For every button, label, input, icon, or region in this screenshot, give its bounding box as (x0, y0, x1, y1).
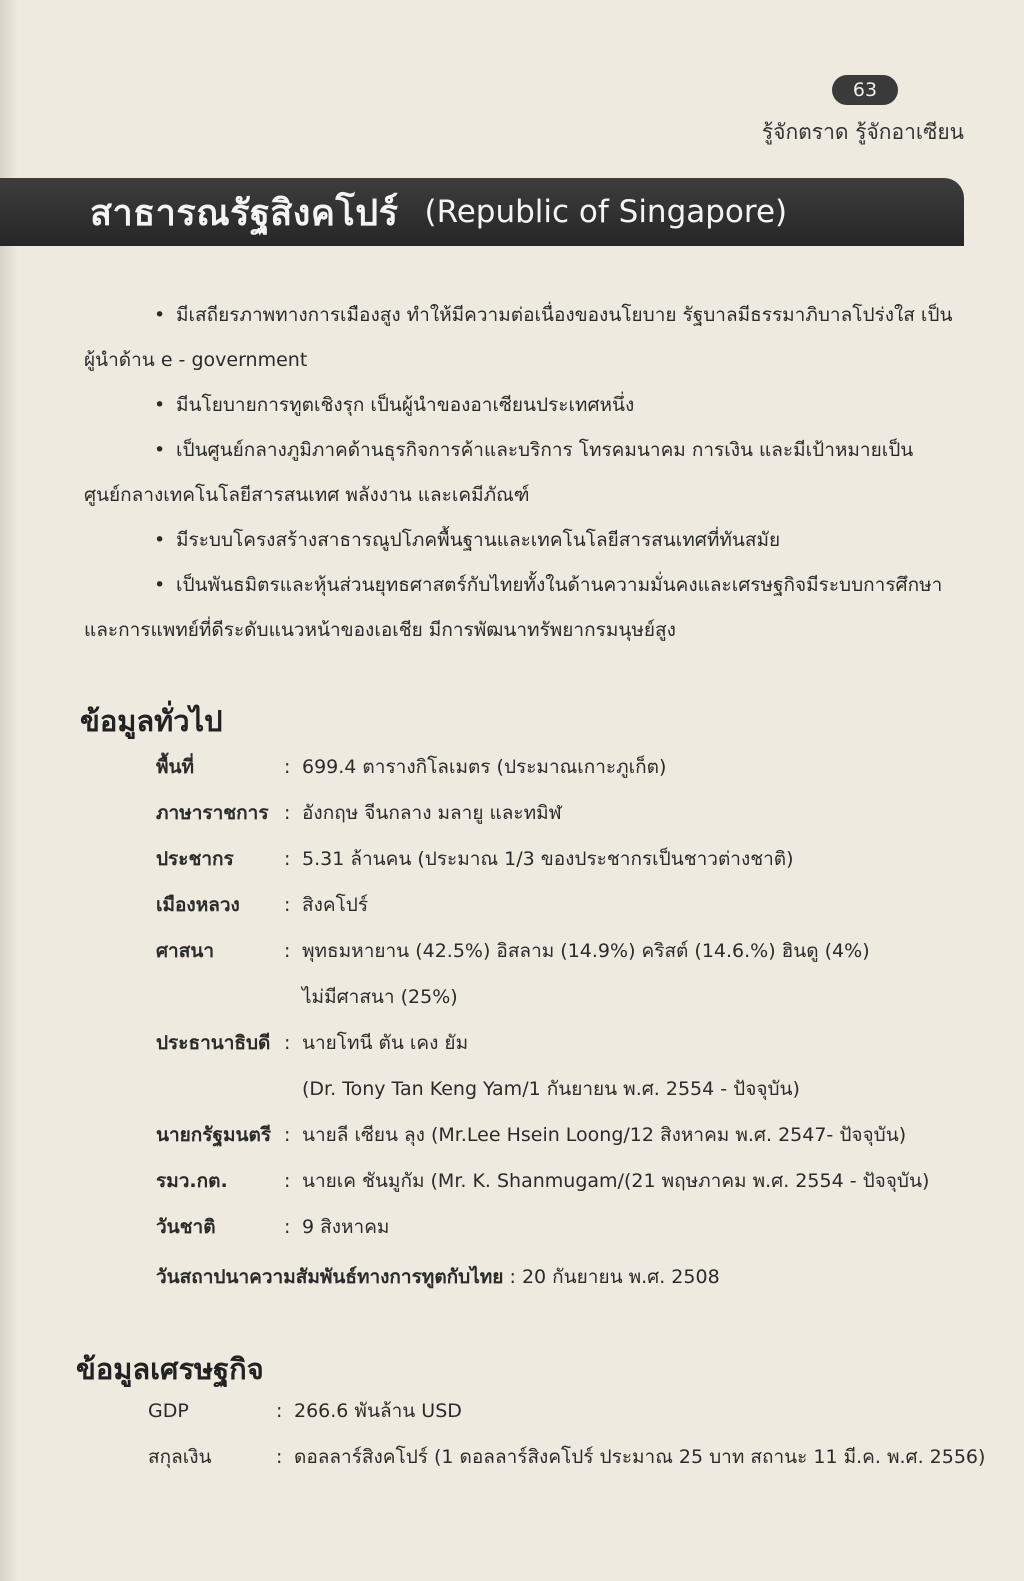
table-row: ประชากร : 5.31 ล้านคน (ประมาณ 1/3 ของประชากรเป็นชาวต่างชาติ) (156, 848, 794, 870)
highlights-list (84, 293, 964, 653)
page-title-thai: สาธารณรัฐสิงคโปร์ (90, 192, 399, 234)
economic-info-table (148, 1396, 985, 1488)
diplomatic-relation-value: 20 กันยายน พ.ศ. 2508 (521, 1266, 720, 1288)
diplomatic-relation-label: วันสถาปนาความสัมพันธ์ทางการทูตกับไทย (156, 1266, 504, 1288)
table-row: ไม่มีศาสนา (25%) (302, 986, 458, 1008)
diplomatic-relation-row: วันสถาปนาความสัมพันธ์ทางการทูตกับไทย : 20 กันยายน พ.ศ. 2508 (156, 1266, 720, 1288)
list-item: • เป็นศูนย์กลางภูมิภาคด้านธุรกิจการค้าและบริการ โทรคมนาคม การเงิน และมีเป้าหมายเป็นศูนย์กลางเทคโนโลยีสารสนเทศ พลังงาน และเคมีภัณฑ์ (84, 428, 964, 518)
general-info-heading: ข้อมูลทั่วไป (80, 704, 223, 738)
table-row: พื้นที่ : 699.4 ตารางกิโลเมตร (ประมาณเกาะภูเก็ต) (156, 756, 667, 778)
table-row: ศาสนา : พุทธมหายาน (42.5%) อิสลาม (14.9%) คริสต์ (14.6.%) ฮินดู (4%) (156, 940, 870, 962)
general-info-table (156, 752, 929, 1258)
list-item: • มีนโยบายการทูตเชิงรุก เป็นผู้นำของอาเซียนประเทศหนึ่ง (84, 383, 964, 428)
page-number-badge: 63 (832, 75, 898, 105)
list-item: • มีเสถียรภาพทางการเมืองสูง ทำให้มีความต่อเนื่องของนโยบาย รัฐบาลมีธรรมาภิบาลโปร่งใส เป็นผู้นำด้าน e - government (84, 293, 964, 383)
table-row: นายกรัฐมนตรี : นายลี เซียน ลุง (Mr.Lee Hsein Loong/12 สิงหาคม พ.ศ. 2547- ปัจจุบัน) (156, 1124, 907, 1146)
table-row: วันชาติ : 9 สิงหาคม (156, 1216, 390, 1238)
list-item: • เป็นพันธมิตรและหุ้นส่วนยุทธศาสตร์กับไทยทั้งในด้านความมั่นคงและเศรษฐกิจมีระบบการศึกษาและการแพทย์ที่ดีระดับแนวหน้าของเอเชีย มีการพัฒนาทรัพยากรมนุษย์สูง (84, 563, 964, 653)
page-title-english: (Republic of Singapore) (424, 194, 788, 230)
table-row: GDP : 266.6 พันล้าน USD (148, 1400, 462, 1422)
running-header: รู้จักตราด รู้จักอาเซียน (761, 120, 964, 144)
economic-info-heading: ข้อมูลเศรษฐกิจ (76, 1352, 264, 1386)
table-row: สกุลเงิน : ดอลลาร์สิงคโปร์ (1 ดอลลาร์สิงคโปร์ ประมาณ 25 บาท สถานะ 11 มี.ค. พ.ศ. 2556) (148, 1446, 986, 1468)
table-row: ภาษาราชการ : อังกฤษ จีนกลาง มลายู และทมิฬ (156, 802, 562, 824)
table-row: (Dr. Tony Tan Keng Yam/1 กันยายน พ.ศ. 2554 - ปัจจุบัน) (302, 1078, 800, 1100)
table-row: เมืองหลวง : สิงคโปร์ (156, 894, 369, 916)
list-item: • มีระบบโครงสร้างสาธารณูปโภคพื้นฐานและเทคโนโลยีสารสนเทศที่ทันสมัย (84, 518, 964, 563)
table-row: ประธานาธิบดี : นายโทนี ตัน เคง ยัม (156, 1032, 469, 1054)
title-band (0, 178, 964, 246)
table-row: รมว.กต. : นายเค ชันมูกัม (Mr. K. Shanmugam/(21 พฤษภาคม พ.ศ. 2554 - ปัจจุบัน) (156, 1170, 930, 1192)
